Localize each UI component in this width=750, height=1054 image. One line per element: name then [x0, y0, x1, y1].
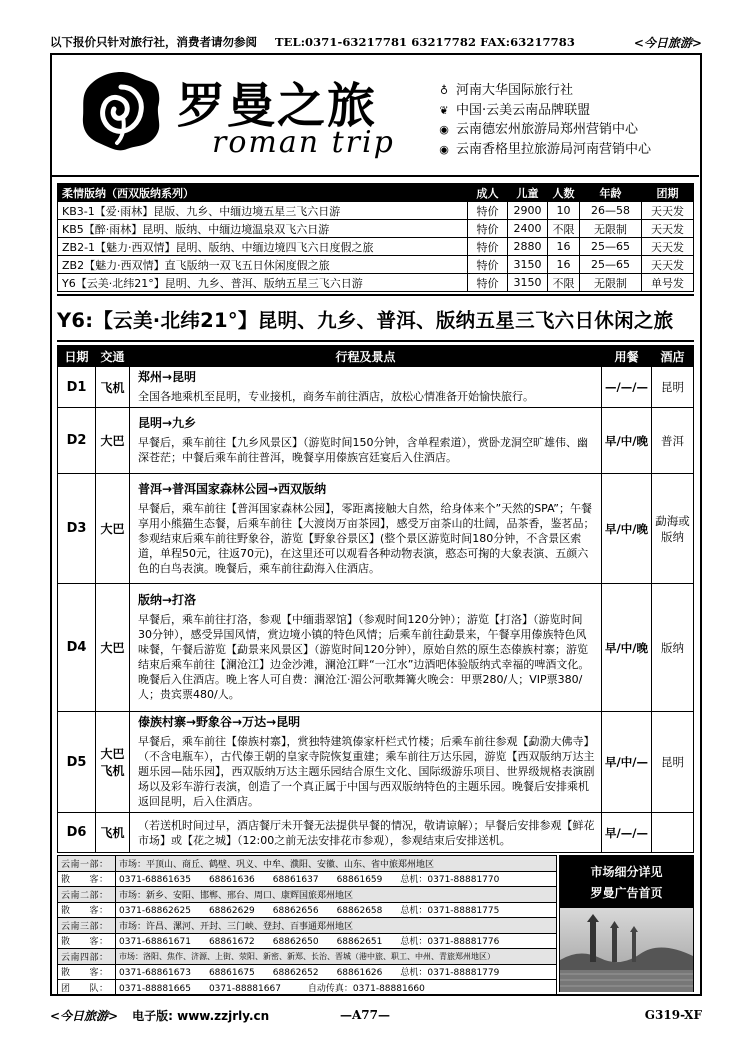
org-item: ❦ 中国·云美云南品牌联盟 — [437, 101, 651, 121]
pin-icon: ♁ — [439, 84, 449, 97]
itinerary-table — [57, 345, 694, 853]
circle-logo-icon: ◉ — [439, 123, 449, 136]
day-description — [130, 408, 602, 474]
itinerary-row-d4 — [58, 584, 694, 712]
summary-row: KB5【醉·雨林】昆明、版纳、中缅边境温泉双飞六日游 特价 2400 不限 无限制 天天发 — [58, 220, 694, 238]
meals: 早/中/— — [602, 712, 652, 813]
tour-title: Y6:【云美·北纬21°】昆明、九乡、普洱、版纳五星三飞六日休闲之旅 — [57, 309, 674, 332]
org-item: ♁ 河南大华国际旅行社 — [437, 81, 651, 101]
col-people: 人数 — [548, 184, 580, 202]
transport: 大巴 — [96, 584, 130, 712]
itinerary-row-d1 — [58, 367, 694, 408]
footer-brand: <今日旅游> — [50, 1008, 119, 1023]
org-item: ◉ 云南德宏州旅游局郑州营销中心 — [437, 120, 651, 140]
day-description — [130, 813, 602, 853]
market-ad-box — [559, 855, 694, 992]
day-route: 傣族村寨→野象谷→万达→昆明 — [138, 715, 301, 729]
day-detail: 早餐后，乘车前往打洛，参观【中缅翡翠馆】（参观时间120分钟）；游览【打洛】（游览时间30分钟），感受异国风情，赏边境小镇的特色风情；后乘车前往勐景来，午餐享用傣族特色风味餐，午餐后游览【勐景来风景区】（游览时间120分钟），原始自然的原生态傣族村寨；游览结束后乘车前往【澜沧江】边金沙滩，澜沧江畔“一江水”边酒吧体验版纳式幸福的啤酒文化。晚餐后入住酒店。晚上客人可自费：澜沧江·湄公河歌舞篝火晚会：甲票280/人；VIP票380/人；贵宾票480/人。 — [138, 613, 590, 701]
contact-row: 云南三部： 市场：许昌、漯河、开封、三门峡、登封、百事通郑州地区 — [58, 918, 557, 934]
summary-row: ZB2【魅力·西双情】直飞版纳一双飞五日休闲度假之旅 特价 3150 16 25—65 天天发 — [58, 256, 694, 274]
transport: 飞机 — [96, 813, 130, 853]
page-number: —A77— — [340, 1008, 391, 1022]
contact-row: 云南四部： 市场：洛阳、焦作、济源、上街、荥阳、新密、新郑、长治、晋城（港中旅、职工、中州、青旅郑州地区） — [58, 949, 557, 965]
day-detail: 全国各地乘机至昆明，专业接机，商务车前往酒店，放松心情准备开始愉快旅行。 — [138, 390, 534, 403]
pagoda-photo — [560, 908, 693, 992]
contact-row: 云南二部： 市场：新乡、安阳、邯郸、邢台、周口、康辉国旅郑州地区 — [58, 887, 557, 903]
ad-text: 市场细分详见 罗曼广告首页 — [590, 865, 663, 900]
transport: 大巴 — [96, 408, 130, 474]
contact-row: 散 客： 0371-68862625 68862629 68862656 68862658 总机：0371-88881775 — [58, 902, 557, 918]
ad-frame — [50, 53, 702, 996]
day-route: 版纳→打洛 — [138, 593, 197, 607]
day-route: 普洱→普洱国家森林公园→西双版纳 — [138, 481, 327, 496]
day-label: D3 — [58, 474, 96, 584]
col-date: 日期 — [58, 346, 96, 367]
hotel: 昆明 — [652, 367, 694, 408]
meals: —/—/— — [602, 367, 652, 408]
page-code: G319-XF — [644, 1008, 702, 1022]
logo-chinese-name: 罗曼之旅 — [177, 78, 378, 134]
day-label: D2 — [58, 408, 96, 474]
summary-header-row — [58, 184, 694, 202]
col-child: 儿童 — [508, 184, 548, 202]
meals: 早/中/晚 — [602, 584, 652, 712]
itinerary-row-d3 — [58, 474, 694, 584]
logo-english-name: roman trip — [212, 125, 395, 160]
day-description — [130, 584, 602, 712]
transport: 大巴 — [96, 474, 130, 584]
tour-summary-table — [57, 183, 694, 292]
tour-title-band — [57, 294, 694, 342]
day-route: 昆明→九乡 — [138, 416, 197, 430]
col-dates: 团期 — [642, 184, 694, 202]
day-detail: 早餐后，乘车前往【九乡风景区】（游览时间150分钟，含单程索道），赏卧龙洞空旷雄伟、幽深苍茫；中餐后乘车前往普洱，晚餐享用傣族宫廷宴后入住酒店。 — [138, 436, 588, 464]
col-itinerary: 行程及景点 — [130, 346, 602, 367]
day-route: 郑州→昆明 — [138, 370, 197, 384]
day-label: D5 — [58, 712, 96, 813]
transport: 飞机 — [96, 367, 130, 408]
itinerary-row-d6 — [58, 813, 694, 853]
contact-row: 散 客： 0371-68861635 68861636 68861637 68861659 总机：0371-88881770 — [58, 871, 557, 887]
rose-logo-icon — [79, 69, 163, 153]
contact-row: 团 队： 0371-88881665 0371-88881667 自动传真：0371-88881660 — [58, 980, 557, 996]
itinerary-row-d2 — [58, 408, 694, 474]
meals: 早/中/晚 — [602, 474, 652, 584]
day-description — [130, 712, 602, 813]
col-adult: 成人 — [468, 184, 508, 202]
contact-row: 散 客： 0371-68861671 68861672 68862650 68862651 总机：0371-88881776 — [58, 933, 557, 949]
top-bar — [50, 33, 702, 51]
footer — [50, 1006, 702, 1024]
col-meals: 用餐 — [602, 346, 652, 367]
col-series: 柔情版纳（西双版纳系列） — [58, 184, 468, 202]
contact-row: 散 客： 0371-68861673 68861675 68862652 68861626 总机：0371-88881779 — [58, 964, 557, 980]
hotel: 昆明 — [652, 712, 694, 813]
day-label: D4 — [58, 584, 96, 712]
hotel: 普洱 — [652, 408, 694, 474]
hotel: 版纳 — [652, 584, 694, 712]
itinerary-row-d5 — [58, 712, 694, 813]
summary-row: Y6【云美·北纬21°】昆明、九乡、普洱、版纳五星三飞六日游 特价 3150 不限 无限制 单号发 — [58, 274, 694, 292]
contact-phones: TEL:0371-63217781 63217782 FAX:63217783 — [275, 35, 575, 49]
circle-logo-icon: ◉ — [439, 142, 449, 156]
contact-row: 云南一部： 市场：平顶山、商丘、鹤壁、巩义、中牟、濮阳、安徽、山东、省中旅郑州地区 — [58, 856, 557, 872]
organization-list — [437, 81, 651, 159]
hotel: 勐海或版纳 — [652, 474, 694, 584]
col-age: 年龄 — [580, 184, 642, 202]
header — [52, 55, 699, 177]
day-label: D6 — [58, 813, 96, 853]
sales-contacts-table — [57, 855, 557, 996]
day-detail: （若送机时间过早，酒店餐厅未开餐无法提供早餐的情况，敬请谅解）；早餐后安排参观【鲜花市场】或【花之城】（12:00之前无法安排花市参观），参观结束后安排送机。 — [138, 818, 595, 847]
day-detail: 早餐后，乘车前往【普洱国家森林公园】，零距离接触大自然，给身体来个”天然的SPA”；午餐享用小熊猫生态餐，后乘车前往【大渡岗万亩茶园】，感受万亩茶山的壮阔，品茶香，鉴茗品；参观结束后乘车前往野象谷，游览【野象谷景区】(整个景区游览时间180分钟，不含景区索道，单程50元，往返70元)，在这里还可以观看各种动物表演，憨态可掬的大象表演、五颜六色的白鸟表演。晚餐后，乘车前往勐海入住酒店。 — [138, 501, 595, 575]
footer-website: 电子版: www.zzjrly.cn — [132, 1008, 270, 1023]
summary-row: KB3-1【爱·雨林】昆版、九乡、中缅边境五星三飞六日游 特价 2900 10 26—58 天天发 — [58, 202, 694, 220]
meals: 早/—/— — [602, 813, 652, 853]
col-transport: 交通 — [96, 346, 130, 367]
transport: 大巴飞机 — [96, 712, 130, 813]
hotel — [652, 813, 694, 853]
col-hotel: 酒店 — [652, 346, 694, 367]
flower-icon: ❦ — [439, 103, 449, 117]
day-description — [130, 474, 602, 584]
meals: 早/中/晚 — [602, 408, 652, 474]
summary-row: ZB2-1【魅力·西双情】昆明、版纳、中缅边境四飞六日度假之旅 特价 2880 16 25—65 天天发 — [58, 238, 694, 256]
org-item: ◉ 云南香格里拉旅游局河南营销中心 — [437, 140, 651, 160]
itinerary-header-row — [58, 346, 694, 367]
day-label: D1 — [58, 367, 96, 408]
day-detail: 早餐后，乘车前往【傣族村寨】，赏独特建筑傣家杆栏式竹楼；后乘车前往参观【勐泐大佛寺】（不含电瓶车），古代傣王朝的皇家寺院恢复重建；乘车前往万达乐园，游览【西双版纳万达主题乐园—陆乐园】，西双版纳万达主题乐园结合原生文化、国际级游乐项目、世界级规格表演剧场以及彩车游行表演，创造了一个真正属于中国与西双版纳特色的主题乐园。晚餐后安排乘机返回昆明，后入住酒店。 — [138, 735, 595, 808]
day-description — [130, 367, 602, 408]
agency-notice: 以下报价只针对旅行社，消费者请勿参阅 — [50, 35, 257, 49]
magazine-brand: <今日旅游> — [633, 35, 702, 50]
